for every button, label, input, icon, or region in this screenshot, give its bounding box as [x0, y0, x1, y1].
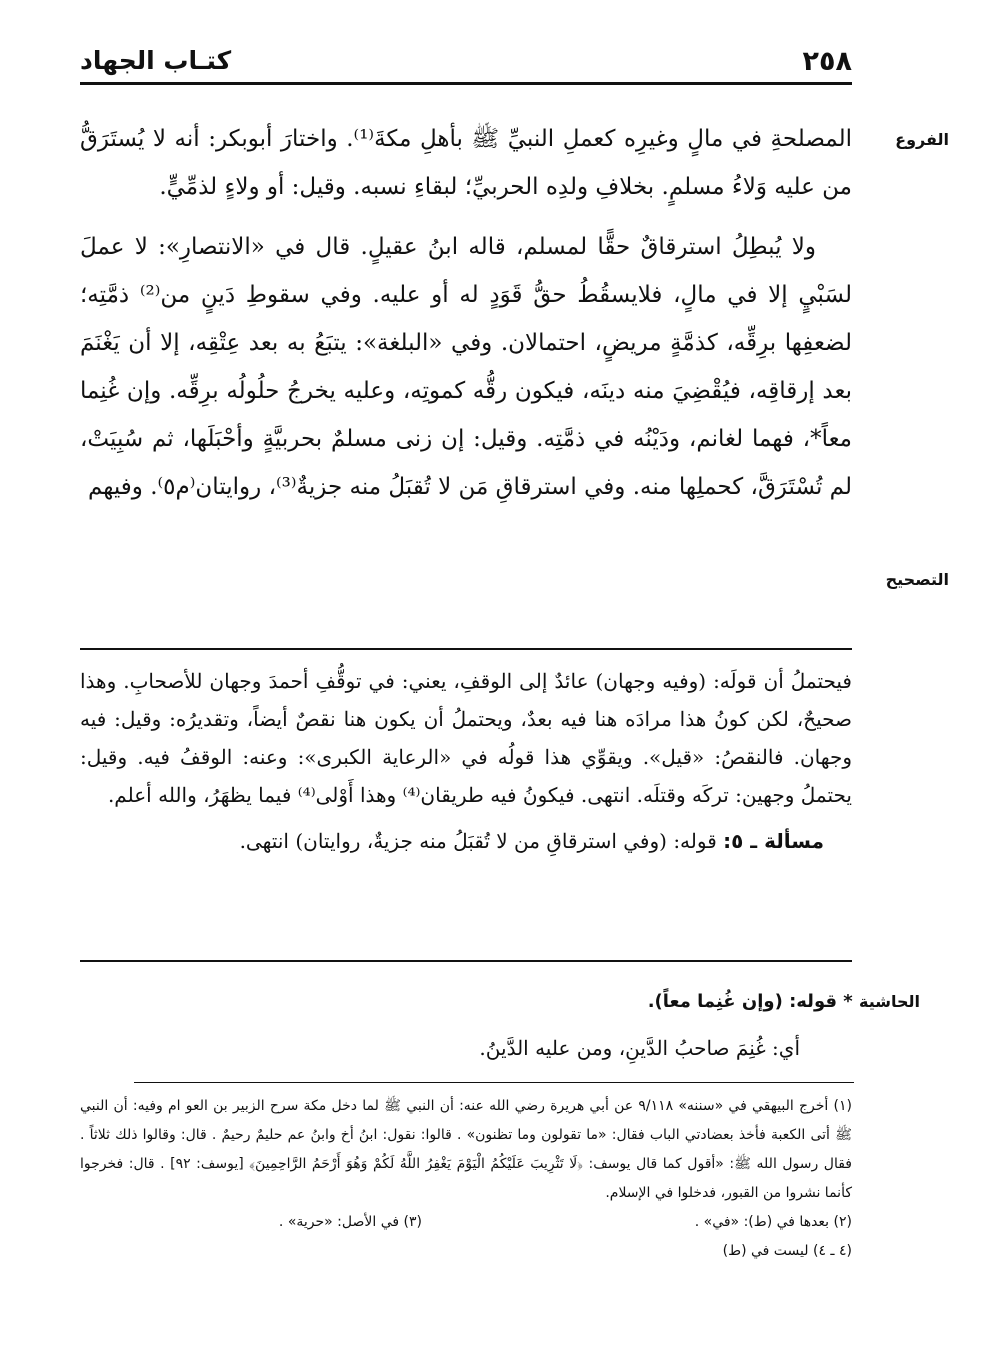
masala-label: مسألة ـ ٥: — [723, 829, 824, 853]
masala-line — [80, 822, 852, 860]
footnote-rule — [134, 1082, 854, 1083]
hashiya-heading — [80, 982, 920, 1022]
hashiya-gloss: أي: غُنِمَ صاحبُ الدَّينِ، ومن عليه الدَّينُ. — [479, 1036, 800, 1060]
tashih-text — [80, 662, 852, 860]
book-title: كتـاب الجهاد — [80, 46, 232, 75]
page-number: ٢٥٨ — [802, 46, 852, 77]
footnote-3: (٣) في الأصل: «حرية» . — [278, 1214, 422, 1230]
hashiya-divider — [80, 960, 852, 962]
side-label-furu: الفروع — [895, 130, 949, 149]
main-paragraph-1: المصلحةِ في مالٍ وغيرِه كعملِ النبيِّ ﷺ بأهلِ مكةَ⁽¹⁾. واختارَ أبوبكر: أنه لا يُستَرَقُّ من عليه وَلاءُ مسلمٍ. بخلافِ ولدِه الحربيِّ؛ لبقاءِ نسبه. وقيل: أو ولاءٍ لذمِّيٍّ. — [80, 126, 852, 200]
side-label-hashiya: الحاشية — [859, 992, 920, 1011]
main-text — [80, 115, 852, 511]
section-divider — [80, 648, 852, 650]
hashiya-head-text: قوله: (وإن غُنِما معاً). — [647, 991, 838, 1012]
tashih-paragraph: فيحتملُ أن قولَه: (وفيه وجهان) عائدٌ إلى الوقفِ، يعني: في توقُّفِ أحمدَ وجهان للأصحابِ. وهذا صحيحٌ، لكن كونُ هذا مرادَه هنا فيه بعدٌ، ويحتملُ أن يكون هنا نقصٌ أيضاً، وتقديرُه: وقيل: فيه وجهان. فالنقصُ: «قيل». ويقوِّي هذا قولُه في «الرعاية الكبرى»: وعنه: الوقفُ فيه. وقيل: يحتملُ وجهين: تركَه وقتلَه. انتهى. فيكونُ فيه طريقان⁽⁴⁾ وهذا أَوْلى⁽⁴⁾ فيما يظهَرُ، والله أعلم. — [80, 669, 852, 807]
hashiya-section — [80, 982, 920, 1068]
footnote-row-2-3 — [80, 1208, 852, 1237]
footnotes — [80, 1092, 852, 1266]
hashiya-star: * — [843, 991, 853, 1012]
running-header — [80, 44, 852, 85]
main-paragraph-2: ولا يُبطِلُ استرقاقٌ حقًّا لمسلم، قاله ابنُ عقيلٍ. قال في «الانتصارِ»: لا عملَ لسَبْيٍ إلا في مالٍ، فلايسقُطُ حقُّ قَوَدٍ له أو عليه. وفي سقوطِ دَينٍ من⁽²⁾ ذمَّتِه؛ لضعفِها برِقِّه، كذمَّةٍ مريضٍ، احتمالان. وفي «البلغة»: يتبَعُ به بعد عِتْقِه، إلا أن يَغْنَمَ بعد إرقاقِه، فيُقْضِيَ منه دينَه، فيكون رقُّه كموتِه، وعليه يخرجُ حلُولُه برِقِّه. وإن غُنِما معاً*، فهما لغانم، ودَيْنُه في ذمَّتِه. وقيل: إن زنى مسلمٌ بحربيَّةٍ وأحْبَلَها، ثم سُبِيَتْ، لم تُسْتَرَقَّ، كحملِها منه. وفي استرقاقِ مَن لا تُقبَلُ منه جزيةٌ⁽³⁾، روايتان⁽م٥⁾. وفيهم — [80, 234, 852, 500]
footnote-2: (٢) بعدها في (ط): «في» . — [694, 1214, 852, 1230]
footnote-1: (١) أخرج البيهقي في «سننه» ٩/١١٨ عن أبي هريرة رضي الله عنه: أن النبي ﷺ لما دخل مكة سرح الزبير بن العو ام وفيه: أن النبي ﷺ أتى الكعبة فأخذ بعضادتي الباب فقال: «ما تقولون وما تظنون» . قالوا: نقول: ابنُ أخ وابنُ عم حليمٌ رحيمٌ . قال: وقالوا ذلك ثلاثاً . فقال رسول الله ﷺ: «أقول كما قال يوسف: ﴿لَا تَثْرِيبَ عَلَيْكُمُ الْيَوْمَ يَغْفِرُ اللَّهُ لَكُمْ وَهُوَ أَرْحَمُ الرَّاحِمِينَ﴾ [يوسف: ٩٢] . قال: فخرجوا كأنما نشروا من القبور، فدخلوا في الإسلام. — [80, 1098, 852, 1201]
masala-text: قوله: (وفي استرقاقِ من لا تُقبَلُ منه جزيةٌ، روايتان) انتهى. — [239, 829, 717, 853]
side-label-tashih: التصحيح — [885, 570, 949, 589]
footnote-4: (٤ ـ ٤) ليست في (ط) — [722, 1243, 852, 1259]
